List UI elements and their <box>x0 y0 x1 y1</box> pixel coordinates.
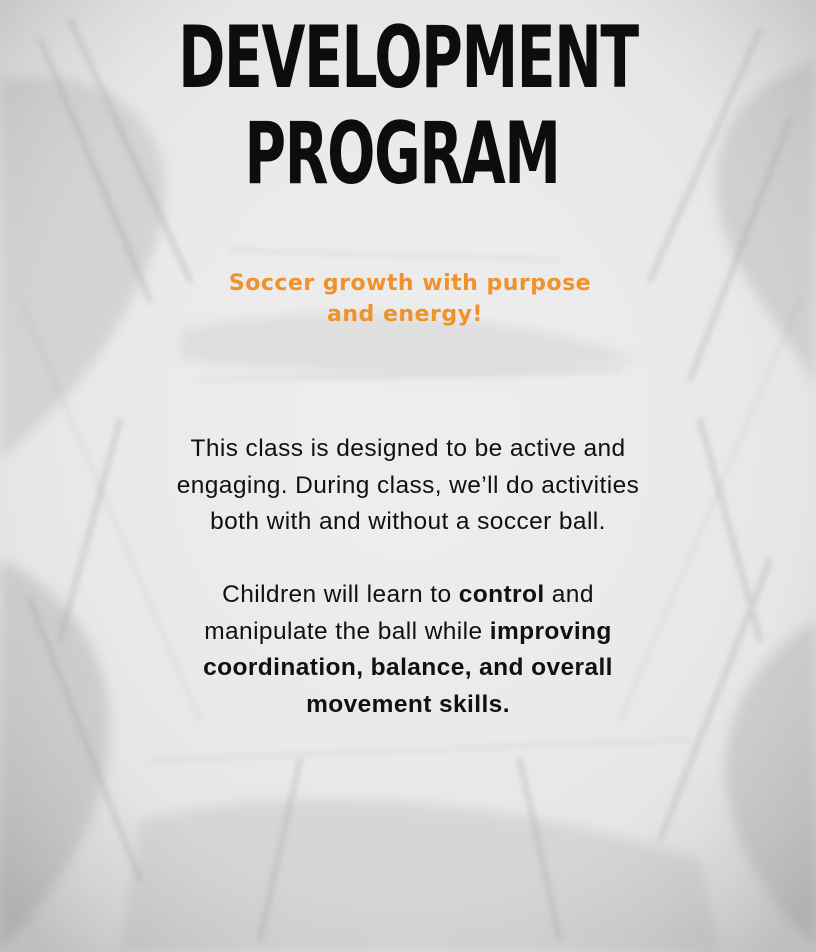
subtitle-line-1: Soccer growth with purpose <box>228 271 592 296</box>
paragraph-2-line-4: movement skills. <box>306 690 510 718</box>
paragraph-2-line-3: coordination, balance, and overall <box>203 654 613 682</box>
paragraph-2-line-1-text-a: Children will learn to <box>222 581 459 608</box>
paragraph-2-emphasis-control: control <box>458 581 545 608</box>
description-paragraph-2 <box>0 577 816 723</box>
subtitle-line-2: and energy! <box>327 302 483 327</box>
description-paragraph-1 <box>0 431 816 541</box>
paragraph-2-line-2-text-a: manipulate the ball while <box>204 617 490 645</box>
paragraph-2-line-1 <box>0 577 816 614</box>
paragraph-1-line-3: both with and without a soccer ball. <box>210 508 606 536</box>
title-line-1: DEVELOPMENT <box>178 8 638 108</box>
paragraph-2-emphasis-improving: improving <box>489 617 612 645</box>
subtitle <box>0 268 816 330</box>
paragraph-1-line-1: This class is designed to be active and <box>190 435 626 462</box>
title-line-2: PROGRAM <box>244 104 560 204</box>
paragraph-2-line-1-text-c: and <box>544 581 594 608</box>
paragraph-2-line-2 <box>0 614 816 651</box>
paragraph-1-line-2: engaging. During class, we’ll do activities <box>176 471 640 499</box>
